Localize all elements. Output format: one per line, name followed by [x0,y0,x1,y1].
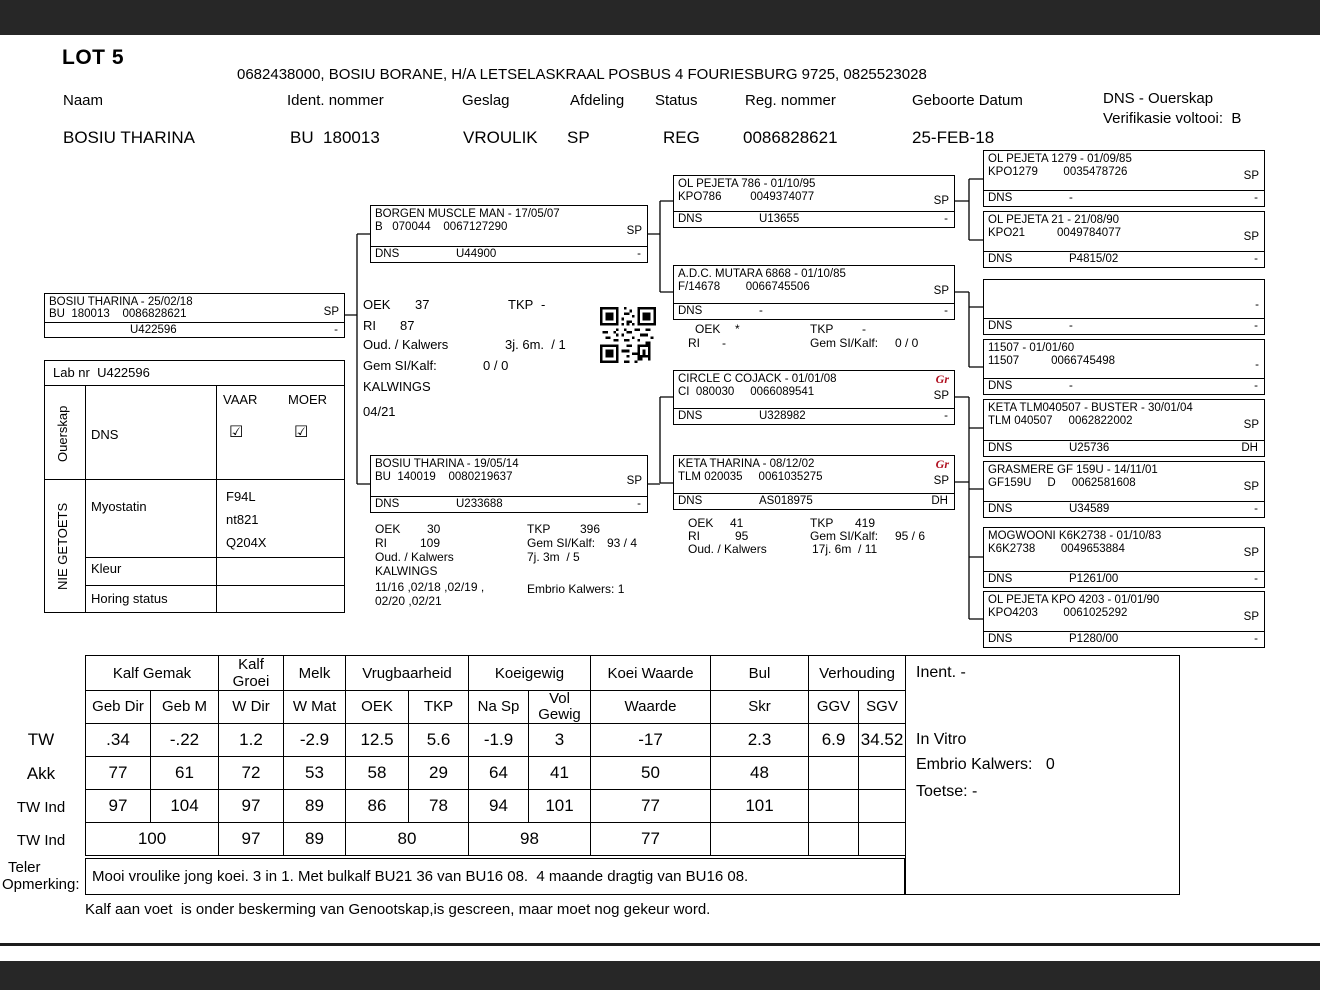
grade-badge: SP [626,225,642,237]
ebv-col-header: Na Sp [469,691,529,724]
ebv-column-header-row [86,691,906,724]
myostatin-label: Myostatin [91,499,147,514]
animal-name: KETA THARINA - 08/12/02 [678,458,815,470]
ebv-row-akk [86,756,906,789]
oek-label: OEK [695,322,721,336]
dns-value: U13655 [759,213,800,225]
dns-line [984,190,1264,206]
animal-ids: 11507 0066745498 [988,355,1116,367]
dash: - [637,498,641,510]
ebv-cell: 78 [409,789,469,822]
dns-value: P1280/00 [1069,633,1119,645]
pedigree-box-ggp-2 [983,211,1265,268]
dns-line [984,251,1264,267]
ebv-cell: 41 [529,756,591,789]
oek-label: OEK [375,522,401,536]
pedigree-box-maternal-granddam [673,455,955,510]
dns-line [984,571,1264,587]
dns-label: DNS [988,320,1013,332]
ri-label: RI [688,529,700,543]
footer-note: Kalf aan voet is onder beskerming van Genootskap,is gescreen, maar moet nog gekeur word. [85,901,711,918]
lab-panel [44,360,345,613]
ebv-cell: 97 [219,789,284,822]
dns-value: - [1069,192,1073,204]
dns-ouerskap-label: DNS - Ouerskap [1103,90,1214,107]
gem-label: Gem SI/Kalf: [527,536,596,550]
grade-badge: SP [1243,419,1259,431]
ebv-cell [711,822,809,855]
ebv-row-tw-ind [86,789,906,822]
ebv-group-header-row [86,656,906,691]
animal-ids: B 070044 0067127290 [375,221,508,233]
ebv-cell: 61 [151,756,219,789]
ebv-col-header: GGV [809,691,859,724]
ri-label: RI [363,318,376,333]
tkp-label: TKP [810,516,834,530]
pedigree-box-ggp-1 [983,150,1265,207]
ebv-cell: -.22 [151,723,219,756]
society-emblem-icon: Gr [935,372,949,386]
value-naam: BOSIU THARINA [63,128,195,147]
ebv-cell: 6.9 [809,723,859,756]
ebv-col-header: W Mat [284,691,346,724]
divider [45,479,344,480]
checkbox-checked-icon: ☑ [229,424,244,441]
divider [85,585,344,586]
ebv-cell: 89 [284,789,346,822]
animal-name: OL PEJETA 1279 - 01/09/85 [988,153,1132,165]
ebv-col-header: OEK [346,691,409,724]
dns-value: - [759,305,763,317]
ebv-cell: 89 [284,822,346,855]
dns-value: - [1069,320,1073,332]
animal-ids: K6K2738 0049653884 [988,543,1125,555]
dash: DH [931,495,948,507]
ebv-col-header: Geb Dir [86,691,151,724]
ebv-group-header: Vrugbaarheid [346,656,469,691]
ebv-cell [859,789,906,822]
dns-label: DNS [678,305,703,317]
kalwings-value: 02/20 ,02/21 [375,594,442,608]
ebv-cell: 77 [591,822,711,855]
ebv-cell: 98 [469,822,591,855]
ebv-cell: 101 [711,789,809,822]
ebv-cell: 77 [591,789,711,822]
kleur-label: Kleur [91,561,122,576]
grade-badge: SP [1243,231,1259,243]
dash: - [1254,573,1258,585]
value-geboorte: 25-FEB-18 [912,128,995,147]
dns-label: DNS [988,192,1013,204]
ebv-col-header: Skr [711,691,809,724]
dns-value: U25736 [1069,442,1110,454]
myostatin-value: F94L [226,489,256,504]
ebv-row-tw-ind-group [86,822,906,855]
ebv-cell: 2.3 [711,723,809,756]
animal-ids: KPO786 0049374077 [678,191,815,203]
dns-label: DNS [678,495,703,507]
grade-badge: SP [1243,611,1259,623]
horing-label: Horing status [91,591,168,606]
dns-label: DNS [375,248,400,260]
dns-value: AS018975 [759,495,813,507]
dash: - [334,324,338,336]
animal-ids: GF159U D 0062581608 [988,477,1136,489]
divider [85,385,86,612]
tkp-label: TKP [527,522,551,536]
ebv-cell: 34.52 [859,723,906,756]
pedigree-box-ggp-8 [983,591,1265,648]
ebv-cell: 100 [86,822,219,855]
animal-name: OL PEJETA KPO 4203 - 01/01/90 [988,594,1160,606]
animal-name: KETA TLM040507 - BUSTER - 30/01/04 [988,402,1193,414]
lab-line [45,322,344,337]
col-header-geslag: Geslag [462,92,510,109]
dns-line [371,246,647,262]
society-emblem-icon: Gr [935,457,949,471]
dns-label: DNS [678,213,703,225]
animal-name: BOSIU THARINA - 25/02/18 [49,296,193,308]
animal-ids: KPO4203 0061025292 [988,607,1128,619]
dns-value: U44900 [456,248,497,260]
col-header-ident: Ident. nommer [287,92,384,109]
animal-name: MOGWOONI K6K2738 - 01/10/83 [988,530,1162,542]
animal-ids: BU 180013 0086828621 [49,308,187,320]
ebv-col-header: W Dir [219,691,284,724]
pedigree-box-dam [370,455,648,513]
dash: - [1254,633,1258,645]
dns-value: U233688 [456,498,503,510]
kalwings-label: KALWINGS [363,379,431,394]
gem-value: 95 / 6 [895,529,926,543]
dam-stats [375,518,675,608]
ebv-cell [809,822,859,855]
tkp-value: 396 [580,522,601,536]
oud-value: 17j. 6m / 11 [812,542,878,556]
ebv-cell: 53 [284,756,346,789]
qr-code-icon [600,307,656,363]
ebv-cell: -17 [591,723,711,756]
dash: - [944,213,948,225]
ri-value: 95 [735,529,749,543]
ebv-cell: 72 [219,756,284,789]
dns-value: P4815/02 [1069,253,1119,265]
ebv-col-header: Waarde [591,691,711,724]
oek-value: 41 [730,516,744,530]
dns-line [371,496,647,512]
pedigree-box-paternal-granddam [673,265,955,320]
ebv-cell: 64 [469,756,529,789]
ebv-table [85,655,906,856]
grade-badge: SP [323,306,339,318]
dns-label: DNS [988,503,1013,515]
pedigree-box-maternal-grandsire [673,370,955,425]
ebv-group-header: Kalf Gemak [86,656,219,691]
ebv-cell: -2.9 [284,723,346,756]
animal-name: GRASMERE GF 159U - 14/11/01 [988,464,1158,476]
value-afdeling: SP [567,128,590,147]
oud-label: Oud. / Kalwers [363,337,449,352]
ebv-cell: 48 [711,756,809,789]
dns-line [984,501,1264,517]
ebv-row-label-tw: TW [27,730,55,749]
pedigree-box-ggp-4 [983,339,1265,395]
animal-ids: CI 080030 0066089541 [678,386,815,398]
breeder-contact: 0682438000, BOSIU BORANE, H/A LETSELASKRAAL POSBUS 4 FOURIESBURG 9725, 0825523028 [237,66,927,83]
ebv-row-label-tw-ind: TW Ind [16,799,66,816]
dns-line [674,303,954,319]
tkp-label: TKP [810,322,834,336]
remark-box [85,858,905,895]
pedigree-box-subject [44,293,345,338]
dash: - [637,248,641,260]
maternal-granddam-stats [688,512,968,560]
dns-line [674,493,954,509]
oek-value: 37 [415,297,430,312]
grade-badge: SP [933,285,949,297]
ebv-cell: 3 [529,723,591,756]
dns-label: DNS [375,498,400,510]
oek-label: OEK [363,297,391,312]
kalwings-value: 11/16 ,02/18 ,02/19 , [375,580,485,594]
tkp-value: 419 [855,516,876,530]
pedigree-box-ggp-7 [983,527,1265,588]
oek-value: 30 [427,522,441,536]
oud-label: Oud. / Kalwers [375,550,454,564]
dns-line [674,211,954,227]
grade-badge: - [1255,299,1259,311]
dns-row-label: DNS [91,427,119,442]
col-header-geboorte: Geboorte Datum [912,92,1023,109]
ebv-cell: 101 [529,789,591,822]
ebv-group-header: Kalf Groei [219,656,284,691]
dns-value: U328982 [759,410,806,422]
toetse-label: Toetse: - [916,783,978,800]
value-geslag: VROULIK [463,128,538,147]
ebv-cell [809,789,859,822]
ouerskap-label: Ouerskap [55,405,70,463]
teler-label-line1: Teler [8,859,41,876]
dash: - [1254,503,1258,515]
dns-line [984,440,1264,456]
animal-ids: KPO1279 0035478726 [988,166,1128,178]
tkp-label: TKP [508,297,534,312]
dns-label: DNS [988,442,1013,454]
animal-ids: F/14678 0066745506 [678,281,810,293]
ebv-row-label-akk: Akk [26,764,56,783]
ebv-group-header: Koei Waarde [591,656,711,691]
divider [85,557,344,558]
dns-line [674,408,954,424]
dash: - [1254,320,1258,332]
tkp-value: - [862,322,866,336]
ebv-row-label-tw-ind: TW Ind [16,832,66,849]
ebv-col-header: Geb M [151,691,219,724]
divider [216,385,217,612]
ebv-cell [809,756,859,789]
col-header-reg: Reg. nommer [745,92,836,109]
value-reg: 0086828621 [743,128,838,147]
ebv-cell: 104 [151,789,219,822]
dash: - [944,305,948,317]
ebv-cell: 5.6 [409,723,469,756]
dash: - [1254,192,1258,204]
ebv-cell: 94 [469,789,529,822]
lab-number: U422596 [130,324,177,336]
ebv-cell: 50 [591,756,711,789]
value-ident: BU 180013 [290,128,380,147]
grade-badge: SP [933,475,949,487]
ri-value: - [722,336,726,350]
ebv-group-header: Melk [284,656,346,691]
ebv-cell: 58 [346,756,409,789]
ebv-cell: -1.9 [469,723,529,756]
ebv-cell: 97 [86,789,151,822]
ebv-group-header: Bul [711,656,809,691]
oek-value: * [735,322,740,336]
grade-badge: SP [1243,547,1259,559]
grade-badge: SP [933,390,949,402]
lot-number: LOT 5 [62,46,125,69]
pedigree-box-ggp-3 [983,279,1265,335]
ebv-cell: 80 [346,822,469,855]
dash: - [944,410,948,422]
dns-value: U34589 [1069,503,1110,515]
ebv-cell [859,756,906,789]
moer-header: MOER [288,392,327,407]
ri-value: 87 [400,318,415,333]
vaar-header: VAAR [223,392,258,407]
dash: DH [1241,442,1258,454]
animal-name: OL PEJETA 786 - 01/10/95 [678,178,816,190]
remark-text: Mooi vroulike jong koei. 3 in 1. Met bulkalf BU21 36 van BU16 08. 4 maande dragtig van BU16 08. [92,868,749,885]
teler-label-line2: Opmerking: [2,876,80,893]
animal-name: 11507 - 01/01/60 [988,342,1075,354]
ebv-group-header: Koeigewig [469,656,591,691]
ebv-cell: 77 [86,756,151,789]
ebv-cell: 29 [409,756,469,789]
dns-label: DNS [988,253,1013,265]
dns-verifikasie-label: Verifikasie voltooi: B [1103,110,1242,127]
myostatin-value: Q204X [226,535,267,550]
oud-label: Oud. / Kalwers [688,542,767,556]
gem-label: Gem SI/Kalf: [810,336,879,350]
in-vitro-label: In Vitro [916,731,967,748]
dns-label: DNS [988,573,1013,585]
kalwings-value: 04/21 [363,404,396,419]
pedigree-box-ggp-5 [983,399,1265,457]
animal-ids: BU 140019 0080219637 [375,471,513,483]
pedigree-box-paternal-grandsire [673,175,955,228]
value-status: REG [663,128,700,147]
animal-name: OL PEJETA 21 - 21/08/90 [988,214,1120,226]
ebv-col-header: SGV [859,691,906,724]
paternal-granddam-stats [688,318,958,353]
dns-value: - [1069,380,1073,392]
dns-line [984,318,1264,334]
dns-label: DNS [988,380,1013,392]
ri-label: RI [688,336,700,350]
dash: - [1254,380,1258,392]
ebv-row-tw [86,723,906,756]
grade-badge: SP [1243,170,1259,182]
pedigree-box-sire [370,205,648,263]
col-header-status: Status [655,92,698,109]
nie-getoets-label: NIE GETOETS [55,502,70,591]
animal-ids: KPO21 0049784077 [988,227,1121,239]
ebv-cell: 97 [219,822,284,855]
inent-label: Inent. - [916,664,966,681]
grade-badge: SP [626,475,642,487]
gem-value: 0 / 0 [895,336,919,350]
animal-name: A.D.C. MUTARA 6868 - 01/10/85 [678,268,846,280]
ebv-cell: 86 [346,789,409,822]
oud-value: 7j. 3m / 5 [527,550,580,564]
inent-panel [905,655,1180,895]
ri-label: RI [375,536,387,550]
dash: - [1254,253,1258,265]
col-header-naam: Naam [63,92,104,109]
dns-value: P1261/00 [1069,573,1119,585]
gem-label: Gem SI/Kalf: [810,529,879,543]
pedigree-box-ggp-6 [983,461,1265,518]
animal-name: CIRCLE C COJACK - 01/01/08 [678,373,837,385]
dns-line [984,378,1264,394]
myostatin-value: nt821 [226,512,259,527]
ebv-cell: 12.5 [346,723,409,756]
col-header-afdeling: Afdeling [570,92,625,109]
animal-name: BORGEN MUSCLE MAN - 17/05/07 [375,208,560,220]
animal-ids: TLM 040507 0062822002 [988,415,1133,427]
grade-badge: SP [1243,481,1259,493]
dns-label: DNS [678,410,703,422]
ebv-col-header: TKP [409,691,469,724]
gem-value: 0 / 0 [483,358,509,373]
ebv-group-header: Verhouding [809,656,906,691]
ebv-col-header: Vol Gewig [529,691,591,724]
divider [45,385,344,386]
checkbox-checked-icon: ☑ [294,424,309,441]
embrio-kalwers: Embrio Kalwers: 1 [527,582,625,596]
animal-name: BOSIU THARINA - 19/05/14 [375,458,519,470]
lab-nr: Lab nr U422596 [53,365,150,380]
grade-badge: SP [933,195,949,207]
dns-label: DNS [988,633,1013,645]
tkp-value: - [541,297,546,312]
gem-label: Gem SI/Kalf: [363,358,437,373]
oek-label: OEK [688,516,714,530]
ebv-cell: .34 [86,723,151,756]
ebv-cell [859,822,906,855]
oud-value: 3j. 6m. / 1 [505,337,566,352]
animal-ids: TLM 020035 0061035275 [678,471,823,483]
dns-line [984,631,1264,647]
kalwings-label: KALWINGS [375,564,438,578]
ebv-cell: 1.2 [219,723,284,756]
ri-value: 109 [420,536,441,550]
embrio-kalwers-label: Embrio Kalwers: 0 [916,756,1055,773]
gem-value: 93 / 4 [607,536,638,550]
grade-badge: - [1255,359,1259,371]
